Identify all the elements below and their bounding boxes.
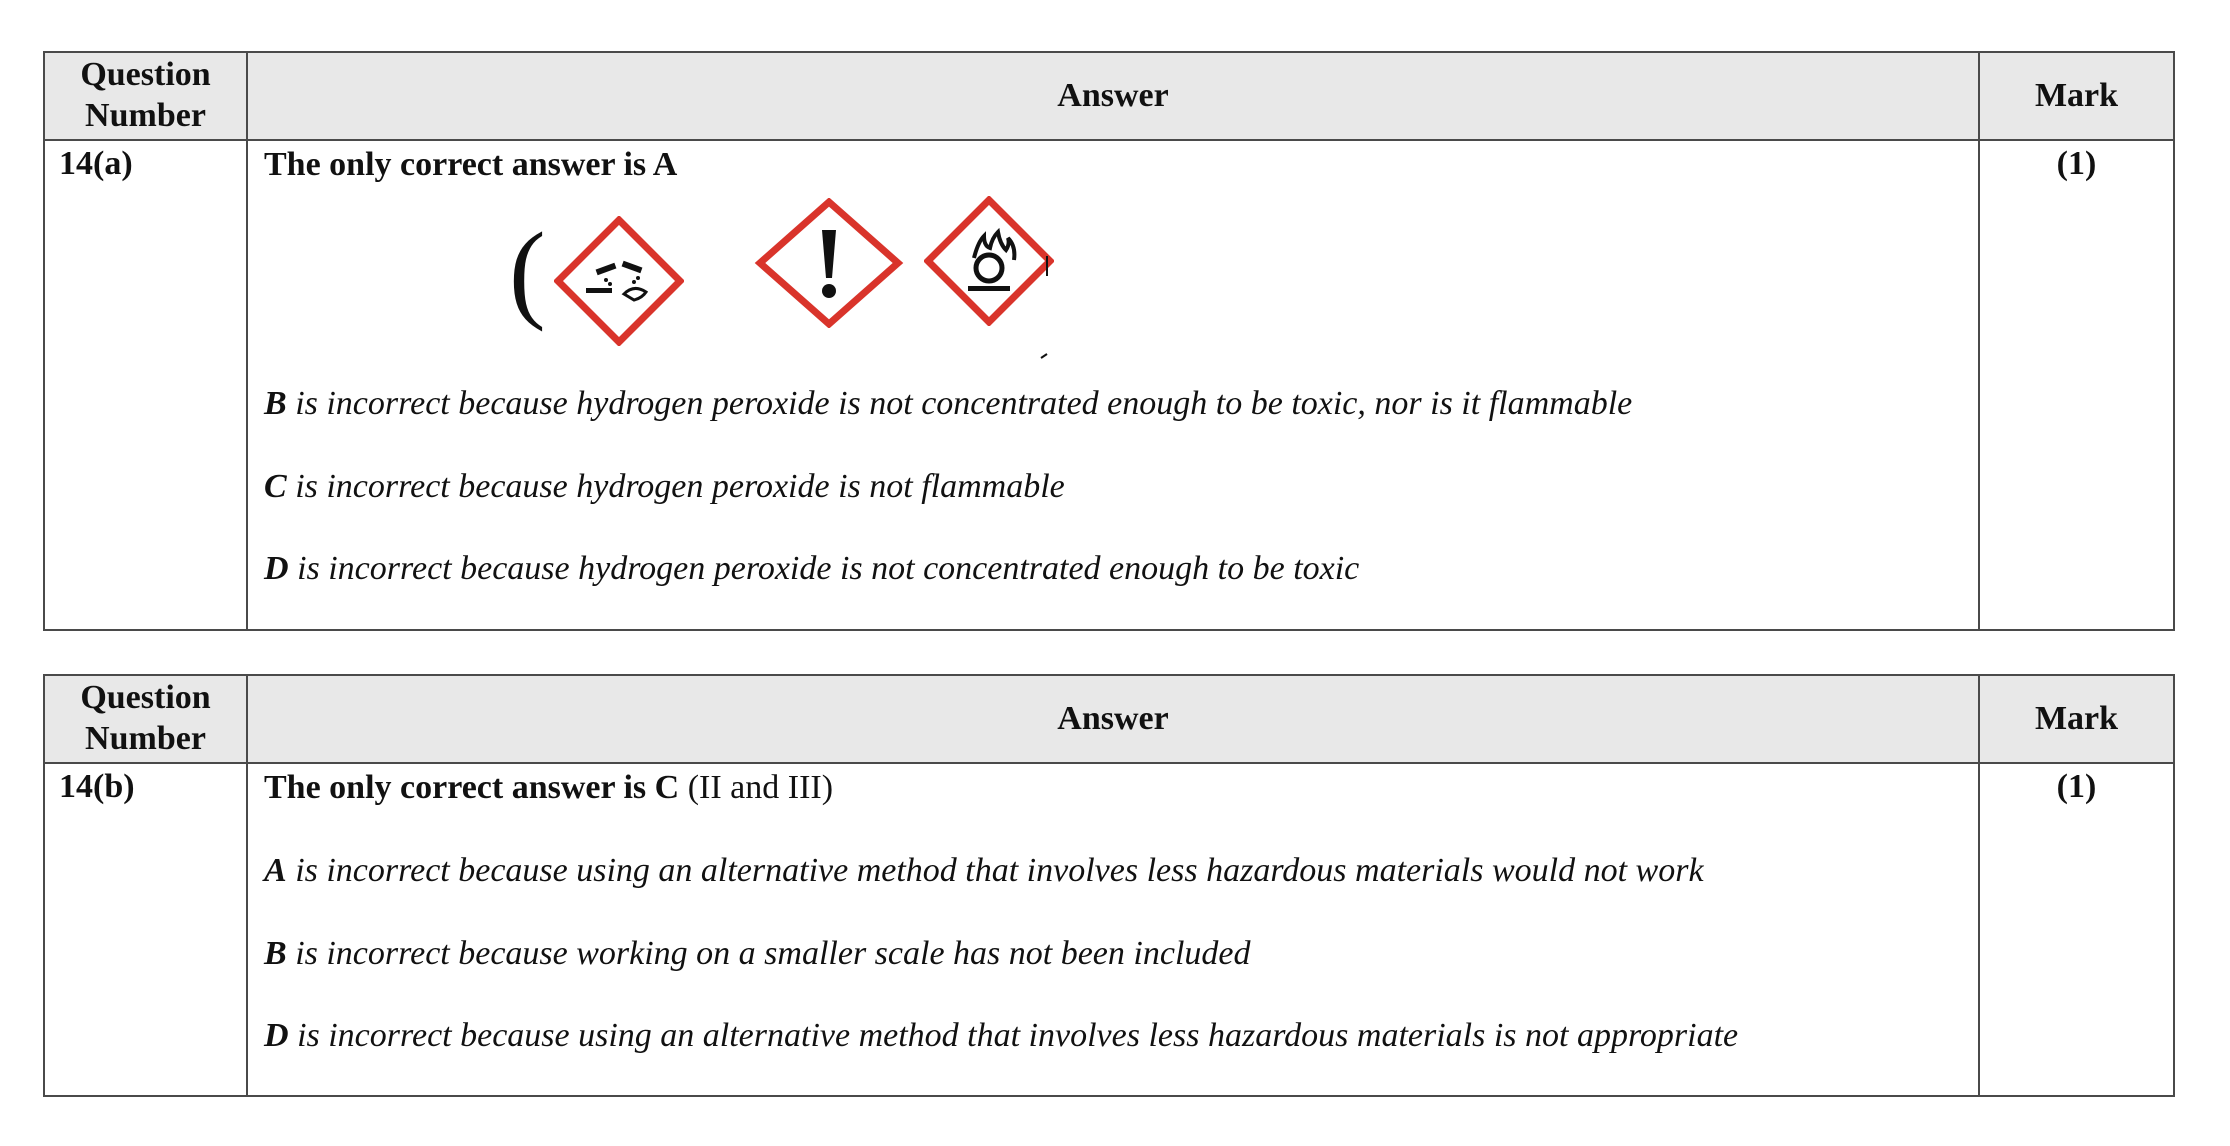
reason-b: B is incorrect because hydrogen peroxide is not concentrated enough to be toxic, nor is it flammable	[264, 384, 1633, 422]
hazard-symbols	[264, 186, 1962, 376]
answer-row	[44, 140, 2174, 630]
header-mark: Mark	[1979, 52, 2174, 140]
reason-d: D is incorrect because using an alternative method that involves less hazardous materials is not appropriate	[264, 1017, 1739, 1055]
mark-value: (1)	[1979, 763, 2174, 1096]
header-question-number: Question Number	[44, 52, 247, 140]
correct-answer: The only correct answer is C (II and III)	[264, 769, 834, 806]
answer-cell	[247, 763, 1979, 1096]
answer-row	[44, 763, 2174, 1096]
header-mark: Mark	[1979, 675, 2174, 763]
question-number: 14(b)	[44, 763, 247, 1096]
open-parenthesis: (	[509, 209, 546, 332]
oxidising-hazard-icon	[924, 196, 1054, 326]
header-row	[44, 52, 2174, 140]
header-answer: Answer	[247, 675, 1979, 763]
mark-value: (1)	[1979, 140, 2174, 630]
header-answer: Answer	[247, 52, 1979, 140]
header-question-number: Question Number	[44, 675, 247, 763]
reason-c: C is incorrect because hydrogen peroxide is not flammable	[264, 467, 1065, 505]
question-number: 14(a)	[44, 140, 247, 630]
correct-answer: The only correct answer is A	[264, 146, 678, 183]
mark-scheme-table-14a	[43, 51, 2175, 631]
reason-b: B is incorrect because working on a smaller scale has not been included	[264, 934, 1251, 972]
reason-a: A is incorrect because using an alternative method that involves less hazardous materials would not work	[264, 851, 1704, 889]
answer-cell	[247, 140, 1979, 630]
header-row	[44, 675, 2174, 763]
corrosive-hazard-icon	[554, 216, 684, 346]
reason-d: D is incorrect because hydrogen peroxide is not concentrated enough to be toxic	[264, 550, 1360, 588]
close-parenthesis-fragment	[1039, 226, 1059, 376]
mark-scheme-table-14b	[43, 674, 2175, 1097]
exclamation-hazard-icon	[754, 198, 904, 328]
